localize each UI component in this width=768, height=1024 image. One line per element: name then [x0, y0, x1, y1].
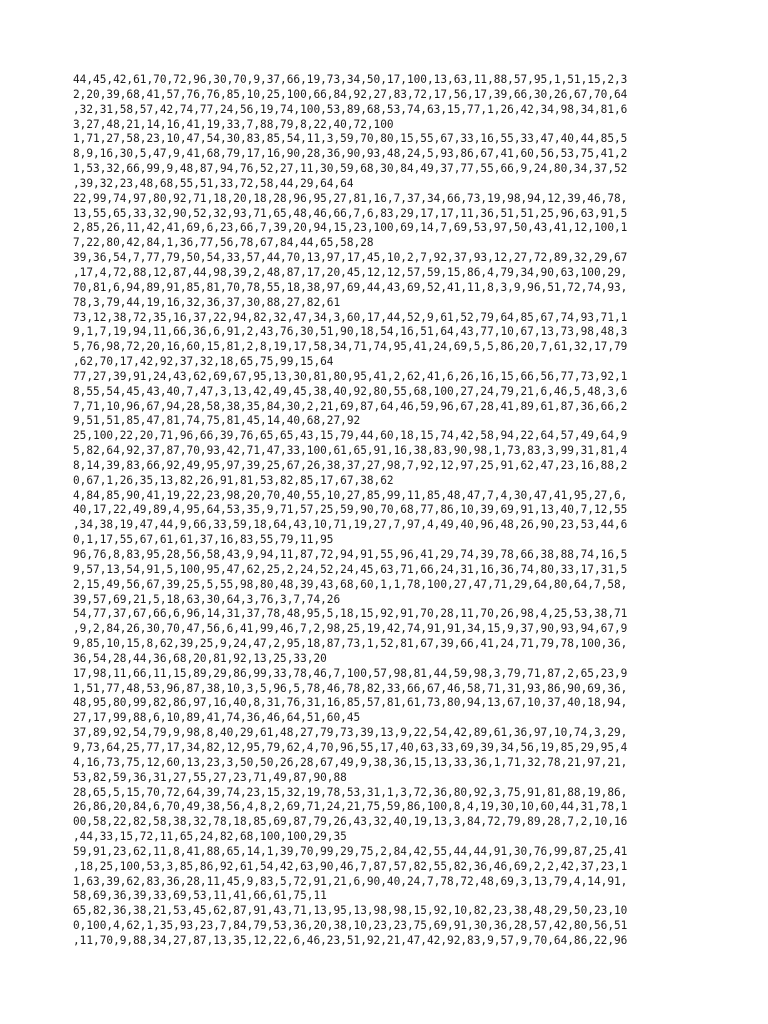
- text-line: 22,99,74,97,80,92,71,18,20,18,28,96,95,27,81,16,7,37,34,66,73,19,98,94,12,39,46,78,: [73, 191, 628, 205]
- text-line: 77,27,39,91,24,43,62,69,67,95,13,30,81,80,95,41,2,62,41,6,26,16,15,66,56,77,73,92,1: [73, 369, 628, 383]
- text-line: 13,55,65,33,32,90,52,32,93,71,65,48,46,66,7,6,83,29,17,17,11,36,51,51,25,96,63,91,5: [73, 206, 628, 220]
- document-page: [73, 73, 696, 949]
- text-line: ,17,4,72,88,12,87,44,98,39,2,48,87,17,20,45,12,12,57,59,15,86,4,79,34,90,63,100,29,: [73, 265, 628, 279]
- text-line: 26,86,20,84,6,70,49,38,56,4,8,2,69,71,24,21,75,59,86,100,8,4,19,30,10,60,44,31,78,1: [73, 800, 628, 814]
- text-line: 28,65,5,15,70,72,64,39,74,23,15,32,19,78,53,31,1,3,72,36,80,92,3,75,91,81,88,19,86,: [73, 785, 628, 799]
- text-line: 44,45,42,61,70,72,96,30,70,9,37,66,19,73,34,50,17,100,13,63,11,88,57,95,1,51,15,2,3: [73, 73, 628, 86]
- text-line: 2,15,49,56,67,39,25,5,55,98,80,48,39,43,68,60,1,1,78,100,27,47,71,29,64,80,64,7,58,: [73, 577, 628, 591]
- text-line: 58,69,36,39,33,69,53,11,41,66,61,75,11: [73, 889, 327, 903]
- text-line: 1,53,32,66,99,9,48,87,94,76,52,27,11,30,59,68,30,84,49,37,77,55,66,9,24,80,34,37,52: [73, 162, 628, 176]
- text-line: ,9,2,84,26,30,70,47,56,6,41,99,46,7,2,98,25,19,42,74,91,91,34,15,9,37,90,93,94,67,9: [73, 622, 628, 636]
- text-line: 9,73,64,25,77,17,34,82,12,95,79,62,4,70,96,55,17,40,63,33,69,39,34,56,19,85,29,95,4: [73, 740, 628, 754]
- text-line: 9,1,7,19,94,11,66,36,6,91,2,43,76,30,51,90,18,54,16,51,64,43,77,10,67,13,73,98,48,3: [73, 325, 628, 339]
- text-line: 27,17,99,88,6,10,89,41,74,36,46,64,51,60,45: [73, 711, 361, 725]
- text-line: ,44,33,15,72,11,65,24,82,68,100,100,29,35: [73, 830, 347, 844]
- text-line: 70,81,6,94,89,91,85,81,70,78,55,18,38,97,69,44,43,69,52,41,11,8,3,9,96,51,72,74,93,: [73, 280, 628, 294]
- text-line: 7,22,80,42,84,1,36,77,56,78,67,84,44,65,58,28: [73, 236, 374, 250]
- text-line: 96,76,8,83,95,28,56,58,43,9,94,11,87,72,94,91,55,96,41,29,74,39,78,66,38,88,74,16,5: [73, 548, 628, 561]
- text-line: 59,91,23,62,11,8,41,88,65,14,1,39,70,99,29,75,2,84,42,55,44,44,91,30,76,99,87,25,41: [73, 844, 628, 858]
- text-line: 3,27,48,21,14,16,41,19,33,7,88,79,8,22,40,72,100: [73, 117, 394, 131]
- text-line: 2,20,39,68,41,57,76,76,85,10,25,100,66,84,92,27,83,72,17,56,17,39,66,30,26,67,70,64: [73, 87, 628, 101]
- text-line: 36,54,28,44,36,68,20,81,92,13,25,33,20: [73, 651, 327, 665]
- text-line: 40,17,22,49,89,4,95,64,53,35,9,71,57,25,59,90,70,68,77,86,10,39,69,91,13,40,7,12,55: [73, 503, 628, 517]
- text-line: 39,36,54,7,77,79,50,54,33,57,44,70,13,97,17,45,10,2,7,92,37,93,12,27,72,89,32,29,67: [73, 251, 628, 265]
- text-line: ,34,38,19,47,44,9,66,33,59,18,64,43,10,71,19,27,7,97,4,49,40,96,48,26,90,23,53,44,6: [73, 518, 628, 532]
- text-line: 00,58,22,82,58,38,32,78,18,85,69,87,79,26,43,32,40,19,13,3,84,72,79,89,28,7,2,10,16: [73, 815, 628, 829]
- text-line: ,32,31,58,57,42,74,77,24,56,19,74,100,53,89,68,53,74,63,15,77,1,26,42,34,98,34,81,6: [73, 102, 628, 116]
- text-line: 0,67,1,26,35,13,82,26,91,81,53,82,85,17,67,38,62: [73, 473, 394, 487]
- text-line: 73,12,38,72,35,16,37,22,94,82,32,47,34,3,60,17,44,52,9,61,52,79,64,85,67,74,93,71,1: [73, 310, 628, 324]
- text-line: 78,3,79,44,19,16,32,36,37,30,88,27,82,61: [73, 295, 341, 309]
- text-line: 53,82,59,36,31,27,55,27,23,71,49,87,90,88: [73, 770, 347, 784]
- text-line: 2,85,26,11,42,41,69,6,23,66,7,39,20,94,15,23,100,69,14,7,69,53,97,50,43,41,12,100,1: [73, 221, 628, 235]
- text-line: 17,98,11,66,11,15,89,29,86,99,33,78,46,7,100,57,98,81,44,59,98,3,79,71,87,2,65,23,9: [73, 666, 628, 680]
- text-line: 5,76,98,72,20,16,60,15,81,2,8,19,17,58,34,71,74,95,41,24,69,5,5,86,20,7,61,32,17,79: [73, 340, 628, 354]
- text-line: 9,51,51,85,47,81,74,75,81,45,14,40,68,27,92: [73, 414, 361, 428]
- text-line: 7,71,10,96,67,94,28,58,38,35,84,30,2,21,69,87,64,46,59,96,67,28,41,89,61,87,36,66,2: [73, 399, 628, 413]
- text-line: ,62,70,17,42,92,37,32,18,65,75,99,15,64: [73, 355, 334, 369]
- text-line: 1,51,77,48,53,96,87,38,10,3,5,96,5,78,46,78,82,33,66,67,46,58,71,31,93,86,90,69,36,: [73, 681, 628, 695]
- text-line: 4,84,85,90,41,19,22,23,98,20,70,40,55,10,27,85,99,11,85,48,47,7,4,30,47,41,95,27,6,: [73, 488, 628, 502]
- text-line: 37,89,92,54,79,9,98,8,40,29,61,48,27,79,73,39,13,9,22,54,42,89,61,36,97,10,74,3,29,: [73, 726, 628, 740]
- text-line: ,11,70,9,88,34,27,87,13,35,12,22,6,46,23,51,92,21,47,42,92,83,9,57,9,70,64,86,22,96: [73, 933, 628, 947]
- text-line: 0,1,17,55,67,61,61,37,16,83,55,79,11,95: [73, 533, 334, 547]
- text-line: 54,77,37,67,66,6,96,14,31,37,78,48,95,5,18,15,92,91,70,28,11,70,26,98,4,25,53,38,71: [73, 607, 628, 621]
- text-line: 25,100,22,20,71,96,66,39,76,65,65,43,15,79,44,60,18,15,74,42,58,94,22,64,57,49,64,9: [73, 429, 628, 443]
- text-line: 8,9,16,30,5,47,9,41,68,79,17,16,90,28,36,90,93,48,24,5,93,86,67,41,60,56,53,75,41,2: [73, 147, 628, 161]
- text-line: 5,82,64,92,37,87,70,93,42,71,47,33,100,61,65,91,16,38,83,90,98,1,73,83,3,99,31,81,4: [73, 444, 628, 458]
- text-line: 4,16,73,75,12,60,13,23,3,50,50,26,28,67,49,9,38,36,15,13,33,36,1,71,32,78,21,97,21,: [73, 755, 628, 769]
- text-line: 8,14,39,83,66,92,49,95,97,39,25,67,26,38,37,27,98,7,92,12,97,25,91,62,47,23,16,88,2: [73, 458, 628, 472]
- text-line: 48,95,80,99,82,86,97,16,40,8,31,76,31,16,85,57,81,61,73,80,94,13,67,10,37,40,18,94,: [73, 696, 628, 710]
- text-line: 39,57,69,21,5,18,63,30,64,3,76,3,7,74,26: [73, 592, 341, 606]
- text-line: 9,85,10,15,8,62,39,25,9,24,47,2,95,18,87,73,1,52,81,67,39,66,41,24,71,79,78,100,36,: [73, 637, 628, 651]
- text-line: 1,63,39,62,83,36,28,11,45,9,83,5,72,91,21,6,90,40,24,7,78,72,48,69,3,13,79,4,14,91,: [73, 874, 628, 888]
- text-line: 8,55,54,45,43,40,7,47,3,13,42,49,45,38,40,92,80,55,68,100,27,24,79,21,6,46,5,48,3,6: [73, 384, 628, 398]
- text-line: 1,71,27,58,23,10,47,54,30,83,85,54,11,3,59,70,80,15,55,67,33,16,55,33,47,40,44,85,5: [73, 132, 628, 146]
- text-line: 9,57,13,54,91,5,100,95,47,62,25,2,24,52,24,45,63,71,66,24,31,16,36,74,80,33,17,31,5: [73, 562, 628, 576]
- text-line: ,39,32,23,48,68,55,51,33,72,58,44,29,64,64: [73, 176, 354, 190]
- text-line: ,18,25,100,53,3,85,86,92,61,54,42,63,90,46,7,87,57,82,55,82,36,46,69,2,2,42,37,23,1: [73, 859, 628, 873]
- text-line: 0,100,4,62,1,35,93,23,7,84,79,53,36,20,38,10,23,23,75,69,91,30,36,28,57,42,80,56,51: [73, 919, 628, 933]
- text-line: 65,82,36,38,21,53,45,62,87,91,43,71,13,95,13,98,98,15,92,10,82,23,38,48,29,50,23,10: [73, 904, 628, 918]
